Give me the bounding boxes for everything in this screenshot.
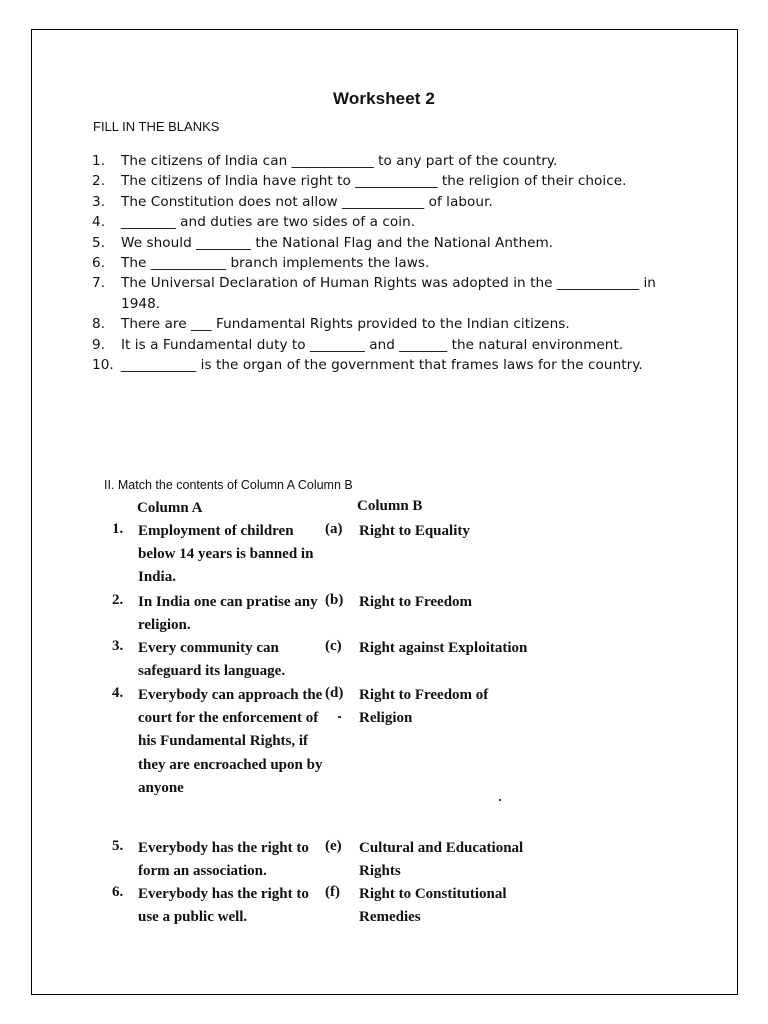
match-column-b-text: Right to Equality bbox=[359, 523, 470, 539]
list-item bbox=[92, 355, 682, 375]
item-number: 10. bbox=[92, 357, 114, 374]
match-column-a-text: In India one can pratise any religion. bbox=[138, 594, 318, 634]
item-text: We should ________ the National Flag and the National Anthem. bbox=[121, 234, 554, 251]
item-number: 8. bbox=[92, 316, 106, 333]
list-item bbox=[92, 151, 682, 171]
match-column-a-text: Everybody has the right to use a public well. bbox=[138, 886, 309, 926]
item-number: 7. bbox=[92, 275, 106, 292]
item-text: There are ___ Fundamental Rights provided to the Indian citizens. bbox=[121, 316, 570, 333]
item-number: 1. bbox=[92, 153, 106, 169]
match-column-a-text: Everybody has the right to form an association. bbox=[138, 840, 309, 880]
item-number: 6. bbox=[92, 255, 106, 272]
match-column-a-text: Employment of children below 14 years is banned in India. bbox=[138, 523, 314, 586]
fill-blanks-list bbox=[92, 151, 682, 375]
item-text: ___________ is the organ of the government that frames laws for the country. bbox=[121, 357, 643, 374]
fill-blanks-heading: FILL IN THE BLANKS bbox=[93, 119, 220, 134]
item-text: The ___________ branch implements the laws. bbox=[121, 255, 430, 272]
list-item bbox=[92, 192, 682, 212]
item-number: 9. bbox=[92, 336, 106, 353]
match-row-number: 6. bbox=[112, 884, 124, 900]
match-row-letter: (a) bbox=[325, 521, 343, 537]
scan-speck bbox=[499, 799, 501, 801]
item-text: The citizens of India can ____________ to any part of the country. bbox=[121, 153, 558, 169]
match-row-letter: (b) bbox=[325, 592, 344, 608]
item-text: The citizens of India have right to ____________ the religion of their choice. bbox=[121, 173, 627, 190]
list-item bbox=[92, 314, 682, 334]
list-item bbox=[92, 253, 682, 273]
item-text: ________ and duties are two sides of a coin. bbox=[121, 214, 416, 231]
list-item bbox=[92, 171, 682, 191]
match-row-number: 1. bbox=[112, 521, 124, 537]
scan-speck bbox=[338, 716, 341, 718]
match-row-number: 3. bbox=[112, 638, 124, 654]
list-item bbox=[92, 212, 682, 232]
match-column-b-text: Right to Freedom of Religion bbox=[359, 687, 489, 727]
item-text: It is a Fundamental duty to ________ and _______ the natural environment. bbox=[121, 336, 624, 353]
match-column-b-text: Right against Exploitation bbox=[359, 640, 528, 656]
item-number: 2. bbox=[92, 173, 106, 190]
match-column-b-text: Right to Freedom bbox=[359, 594, 473, 610]
column-a-header: Column A bbox=[137, 500, 203, 516]
match-column-b-text: Right to Constitutional Remedies bbox=[359, 886, 507, 926]
match-column-b-text: Cultural and Educational Rights bbox=[359, 840, 524, 880]
match-row-number: 5. bbox=[112, 838, 124, 854]
item-text: The Constitution does not allow ____________ of labour. bbox=[121, 193, 493, 210]
match-column-a-text: Every community can safeguard its language. bbox=[138, 640, 286, 680]
worksheet-title: Worksheet 2 bbox=[333, 89, 435, 108]
match-row-number: 2. bbox=[112, 592, 124, 608]
list-item bbox=[92, 273, 682, 314]
item-text: The Universal Declaration of Human Rights was adopted in the ____________ in 1948. bbox=[121, 275, 656, 312]
match-row-letter: (f) bbox=[325, 884, 340, 900]
match-row-letter: (d) bbox=[325, 685, 344, 701]
match-row-number: 4. bbox=[112, 685, 124, 701]
item-number: 4. bbox=[92, 214, 106, 231]
list-item bbox=[92, 233, 682, 253]
item-number: 5. bbox=[92, 234, 106, 251]
match-row-letter: (e) bbox=[325, 838, 342, 854]
column-b-header: Column B bbox=[357, 498, 423, 514]
match-row-letter: (c) bbox=[325, 638, 342, 654]
match-heading: II. Match the contents of Column A Column B bbox=[104, 478, 353, 492]
list-item bbox=[92, 335, 682, 355]
item-number: 3. bbox=[92, 193, 106, 210]
match-column-a-text: Everybody can approach the court for the enforcement of his Fundamental Rights, if they are encroached upon by anyone bbox=[138, 687, 323, 796]
